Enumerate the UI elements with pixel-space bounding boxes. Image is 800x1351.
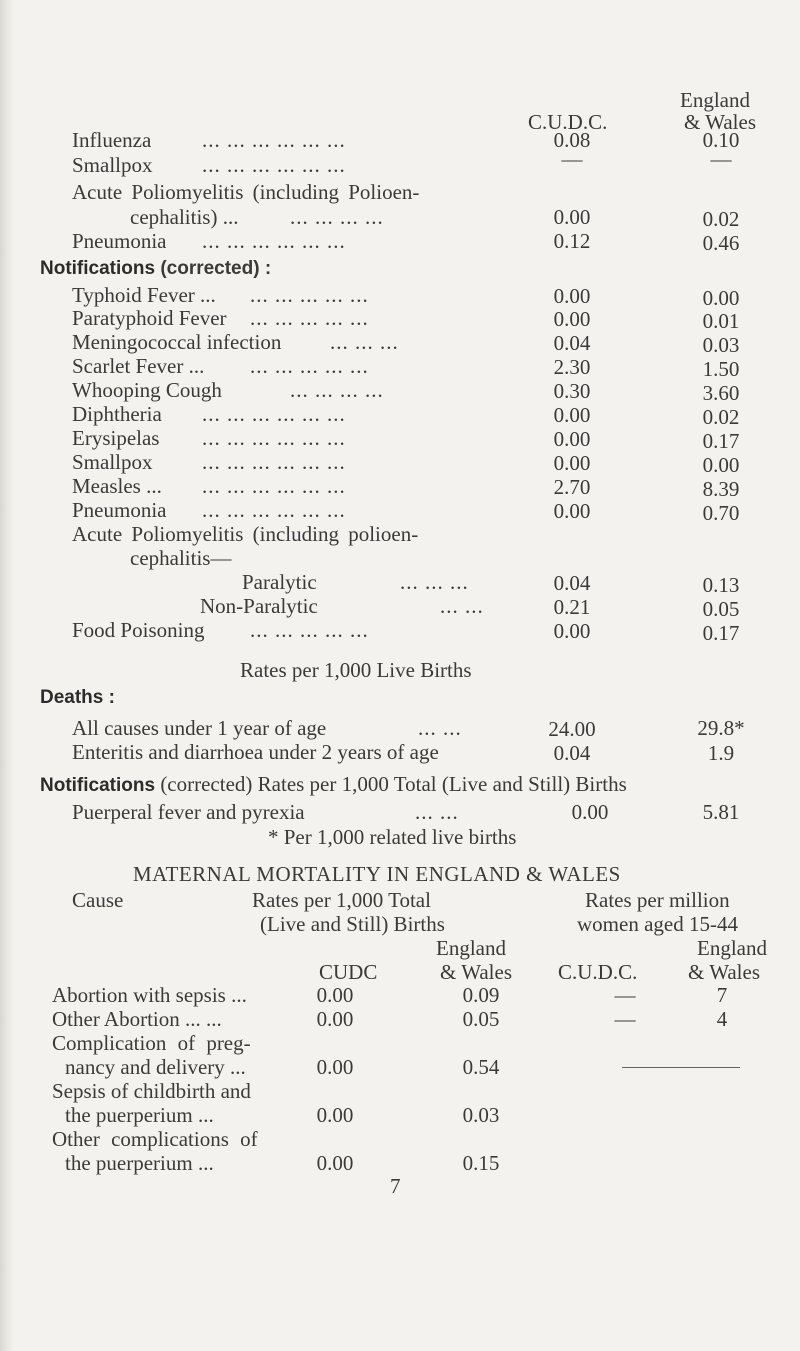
notifications-births-bold: Notifications	[40, 775, 156, 796]
maternal-row-label: Sepsis of childbirth and	[52, 1079, 251, 1103]
row-label: Diphtheria	[72, 402, 162, 426]
value-ew: 0.70	[702, 501, 740, 525]
value-ew: 3.60	[702, 381, 740, 405]
row-label: Whooping Cough	[72, 378, 222, 402]
leader-dots: ... ... ... ... ...	[250, 283, 369, 307]
page-number: 7	[390, 1174, 401, 1198]
maternal-cudc: 0.00	[316, 983, 354, 1007]
maternal-header-rates1-l2: (Live and Still) Births	[260, 912, 445, 936]
deaths-row-label: Enteritis and diarrhoea under 2 years of age	[72, 740, 439, 764]
leader-dots: ... ...	[440, 594, 484, 618]
maternal-row-label: Other complications of	[52, 1127, 258, 1151]
notifications-heading-bold: Notifications	[40, 258, 156, 279]
puerperal-label: Puerperal fever and pyrexia	[72, 800, 305, 824]
value-ew: 0.13	[702, 573, 740, 597]
maternal-header-wales-2: & Wales	[688, 960, 760, 984]
value-ew: 0.17	[702, 429, 740, 453]
row-label: Paratyphoid Fever	[72, 306, 227, 330]
leader-dots: ... ... ... ... ... ...	[202, 153, 346, 177]
footnote: * Per 1,000 related live births	[268, 825, 517, 849]
value-ew: 0.10	[702, 128, 740, 152]
row-label: Influenza	[72, 128, 152, 152]
maternal-header-england-2: England	[697, 936, 767, 960]
value-cudc: 0.04	[553, 571, 591, 595]
maternal-header-cudc2: C.U.D.C.	[558, 960, 638, 984]
leader-dots: ... ...	[418, 716, 462, 740]
leader-dots: ... ... ... ... ...	[250, 618, 369, 642]
value-ew: 8.39	[702, 477, 740, 501]
col-header-england: England	[680, 88, 750, 112]
col-header-cudc: C.U.D.C.	[528, 110, 608, 134]
value-cudc: 0.00	[553, 619, 591, 643]
maternal-cudc: 0.00	[316, 1103, 354, 1127]
leader-dots: ... ... ... ... ... ...	[202, 128, 346, 152]
maternal-title: MATERNAL MORTALITY IN ENGLAND & WALES	[133, 862, 621, 886]
maternal-header-cause: Cause	[72, 888, 124, 912]
leader-dots: ... ... ... ... ... ...	[202, 498, 346, 522]
maternal-row-label: Abortion with sepsis ...	[52, 983, 247, 1007]
value-cudc: 0.00	[553, 451, 591, 475]
value-cudc: 0.00	[553, 499, 591, 523]
notifications-births-heading	[40, 772, 627, 798]
notifications-heading	[40, 255, 271, 281]
leader-dots: ... ... ... ... ... ...	[202, 402, 346, 426]
value-cudc: —	[561, 147, 583, 171]
maternal-cudc: 0.00	[316, 1151, 354, 1175]
value-cudc: 0.00	[553, 284, 591, 308]
value-ew: 0.46	[702, 231, 740, 255]
maternal-rate-cudc: —	[614, 983, 636, 1007]
maternal-rate-ew: 7	[716, 983, 728, 1007]
rates-live-births-heading: Rates per 1,000 Live Births	[240, 658, 472, 682]
maternal-row-label: Complication of preg-	[52, 1031, 251, 1055]
maternal-cudc: 0.00	[316, 1055, 354, 1079]
row-label: Scarlet Fever ...	[72, 354, 205, 378]
deaths-heading: Deaths :	[40, 687, 115, 708]
row-label: Acute Poliomyelitis (including Polioen-	[72, 180, 420, 204]
leader-dots: ... ... ... ...	[290, 378, 384, 402]
value-cudc: 0.00	[571, 800, 609, 824]
maternal-row-label-cont: nancy and delivery ...	[65, 1055, 246, 1079]
maternal-header-cudc: CUDC	[319, 960, 378, 984]
value-cudc: 2.70	[553, 475, 591, 499]
value-cudc: 0.21	[553, 595, 591, 619]
row-label: Erysipelas	[72, 426, 160, 450]
leader-dots: ... ... ... ... ...	[250, 354, 369, 378]
maternal-header-wales: & Wales	[440, 960, 512, 984]
value-ew: 1.9	[707, 741, 735, 765]
row-label-cont: cephalitis) ...	[130, 205, 239, 229]
maternal-ew: 0.15	[462, 1151, 500, 1175]
value-ew: 5.81	[702, 800, 740, 824]
row-label: Meningococcal infection	[72, 330, 282, 354]
leader-dots: ... ... ...	[330, 330, 399, 354]
value-cudc: 0.00	[553, 403, 591, 427]
value-ew: 0.02	[702, 207, 740, 231]
value-cudc: 2.30	[553, 355, 591, 379]
maternal-header-rates2-l2: women aged 15-44	[577, 912, 738, 936]
row-label: Smallpox	[72, 450, 153, 474]
nonparalytic-label: Non-Paralytic	[200, 594, 318, 618]
food-poisoning-label: Food Poisoning	[72, 618, 205, 642]
value-cudc: 0.04	[553, 741, 591, 765]
row-label: Smallpox	[72, 153, 153, 177]
deaths-row-label: All causes under 1 year of age	[72, 716, 327, 740]
leader-dots: ... ... ...	[400, 570, 469, 594]
row-label: Pneumonia	[72, 498, 167, 522]
maternal-rate-ew: 4	[716, 1007, 728, 1031]
leader-dots: ... ... ... ... ... ...	[202, 450, 346, 474]
maternal-ew: 0.54	[462, 1055, 500, 1079]
row-label: Measles ...	[72, 474, 162, 498]
empty-rate-dash	[622, 1067, 740, 1068]
leader-dots: ... ... ... ... ...	[250, 306, 369, 330]
value-cudc: 0.00	[553, 427, 591, 451]
maternal-header-rates2: Rates per million	[585, 888, 730, 912]
row-label: Pneumonia	[72, 229, 167, 253]
polio-label-cont: cephalitis—	[130, 546, 232, 570]
value-cudc: 0.00	[553, 307, 591, 331]
maternal-cudc: 0.00	[316, 1007, 354, 1031]
value-cudc: 24.00	[548, 717, 596, 741]
value-ew: 0.17	[702, 621, 740, 645]
value-cudc: 0.08	[553, 128, 591, 152]
leader-dots: ... ... ... ... ... ...	[202, 426, 346, 450]
value-ew: 0.05	[702, 597, 740, 621]
value-cudc: 0.30	[553, 379, 591, 403]
maternal-row-label-cont: the puerperium ...	[65, 1103, 214, 1127]
value-ew: 0.03	[702, 333, 740, 357]
value-ew: 1.50	[702, 357, 740, 381]
notifications-births-rest: (corrected) Rates per 1,000 Total (Live and Still) Births	[160, 772, 627, 796]
maternal-row-label: Other Abortion ... ...	[52, 1007, 222, 1031]
value-ew: —	[710, 147, 732, 171]
value-cudc: 0.04	[553, 331, 591, 355]
polio-label: Acute Poliomyelitis (including polioen-	[72, 522, 419, 546]
page-edge-shadow	[0, 0, 14, 1351]
maternal-rate-cudc: —	[614, 1007, 636, 1031]
value-cudc: 0.00	[553, 205, 591, 229]
value-cudc: 0.12	[553, 229, 591, 253]
maternal-row-label-cont: the puerperium ...	[65, 1151, 214, 1175]
value-ew: 0.00	[702, 286, 740, 310]
value-ew: 0.02	[702, 405, 740, 429]
notifications-heading-rest: (corrected) :	[160, 258, 272, 279]
paralytic-label: Paralytic	[242, 570, 317, 594]
maternal-header-england: England	[436, 936, 506, 960]
value-ew: 0.00	[702, 453, 740, 477]
leader-dots: ... ... ... ... ... ...	[202, 229, 346, 253]
leader-dots: ... ... ... ...	[290, 205, 384, 229]
value-ew: 29.8*	[697, 716, 745, 740]
row-label: Typhoid Fever ...	[72, 283, 216, 307]
value-ew: 0.01	[702, 309, 740, 333]
maternal-ew: 0.05	[462, 1007, 500, 1031]
maternal-ew: 0.03	[462, 1103, 500, 1127]
maternal-ew: 0.09	[462, 983, 500, 1007]
leader-dots: ... ... ... ... ... ...	[202, 474, 346, 498]
col-header-wales: & Wales	[684, 110, 756, 134]
maternal-header-rates1: Rates per 1,000 Total	[252, 888, 431, 912]
leader-dots: ... ...	[415, 800, 459, 824]
